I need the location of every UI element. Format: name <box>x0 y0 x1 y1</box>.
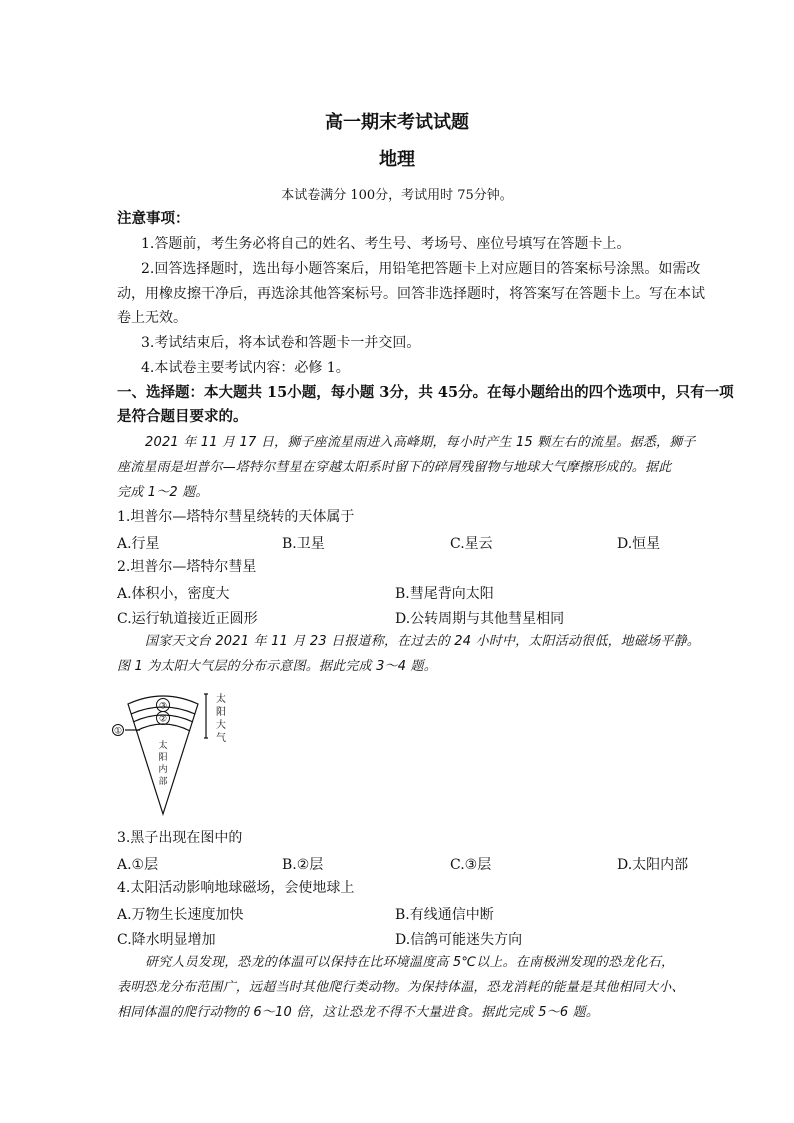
passage-3-line-c: 相同体温的爬行动物的 6～10 倍，这让恐龙不得不大量进食。据此完成 5～6 题。 <box>117 1005 600 1020</box>
section-1-heading-b: 是符合题目要求的。 <box>117 408 248 425</box>
section-1-heading-a: 一、选择题：本大题共 15小题，每小题 3分，共 45分。在每小题给出的四个选项中，只有一项 <box>117 384 734 401</box>
note-line-2a: 2.回答选择题时，选出每小题答案后，用铅笔把答题卡上对应题目的答案标号涂黑。如需改 <box>141 261 701 277</box>
q4-option-b: B.有线通信中断 <box>395 907 494 923</box>
question-2-options-row-1 <box>117 583 702 601</box>
question-1-stem: 1.坦普尔—塔特尔彗星绕转的天体属于 <box>117 509 355 525</box>
note-line-3: 3.考试结束后，将本试卷和答题卡一并交回。 <box>141 335 421 351</box>
passage-3-line-a: 研究人员发现，恐龙的体温可以保持在比环境温度高 5℃以上。在南极洲发现的恐龙化石， <box>145 955 675 970</box>
q1-option-b: B.卫星 <box>282 536 325 552</box>
layer-3-label: ③ <box>158 701 168 712</box>
solar-atmosphere-diagram <box>112 686 244 818</box>
question-1-options <box>117 533 702 551</box>
layer-1-label: ① <box>113 726 123 737</box>
passage-3-line-b: 表明恐龙分布范围广，远超当时其他爬行类动物。为保持体温，恐龙消耗的能量是其他相同大小、 <box>117 980 685 995</box>
atmosphere-label-char-1: 太 <box>216 694 226 705</box>
interior-label-char-3: 内 <box>158 765 168 775</box>
q4-option-a: A.万物生长速度加快 <box>117 907 244 923</box>
passage-1-line-a: 2021 年 11 月 17 日，狮子座流星雨进入高峰期，每小时产生 15 颗左右的流星。据悉，狮子 <box>145 435 696 450</box>
exam-info: 本试卷满分 100分，考试用时 75分钟。 <box>281 188 513 203</box>
note-line-2b: 动，用橡皮擦干净后，再选涂其他答案标号。回答非选择题时，将答案写在答题卡上。写在本试 <box>117 286 705 302</box>
question-3-options <box>117 854 702 872</box>
subject-title: 地理 <box>379 149 415 170</box>
q4-option-d: D.信鸽可能迷失方向 <box>395 932 523 948</box>
question-4-options-row-1 <box>117 904 702 922</box>
question-2-stem: 2.坦普尔—塔特尔彗星 <box>117 559 257 575</box>
q2-option-a: A.体积小，密度大 <box>117 586 230 602</box>
atmosphere-label-char-4: 气 <box>216 733 226 744</box>
q2-option-c: C.运行轨道接近正圆形 <box>117 611 258 627</box>
q3-option-b: B.②层 <box>282 857 324 873</box>
q3-option-a: A.①层 <box>117 857 159 873</box>
passage-1-line-b: 座流星雨是坦普尔—塔特尔彗星在穿越太阳系时留下的碎屑残留物与地球大气摩擦形成的。据此 <box>117 460 672 475</box>
atmosphere-bracket <box>204 694 208 738</box>
q3-option-c: C.③层 <box>450 857 492 873</box>
q3-option-d: D.太阳内部 <box>617 857 689 873</box>
q1-option-d: D.恒星 <box>617 536 661 552</box>
passage-2-line-a: 国家天文台 2021 年 11 月 23 日报道称，在过去的 24 小时中，太阳活动很低，地磁场平静。 <box>145 634 700 649</box>
q2-option-d: D.公转周期与其他彗星相同 <box>395 611 565 627</box>
passage-1-line-c: 完成 1～2 题。 <box>117 485 209 500</box>
question-4-stem: 4.太阳活动影响地球磁场，会使地球上 <box>117 880 355 896</box>
q2-option-b: B.彗尾背向太阳 <box>395 586 494 602</box>
interior-label-char-4: 部 <box>158 777 168 787</box>
note-line-4: 4.本试卷主要考试内容：必修 1。 <box>141 360 350 376</box>
interior-label-char-1: 太 <box>158 741 168 751</box>
notes-heading: 注意事项： <box>117 210 190 227</box>
atmosphere-label-char-2: 阳 <box>216 707 226 718</box>
interior-label-char-2: 阳 <box>158 753 168 763</box>
note-line-2c: 卷上无效。 <box>117 310 187 326</box>
q1-option-a: A.行星 <box>117 536 160 552</box>
passage-2-line-b: 图 1 为太阳大气层的分布示意图。据此完成 3～4 题。 <box>117 659 437 674</box>
layer-2-label: ② <box>158 714 168 725</box>
q1-option-c: C.星云 <box>450 536 493 552</box>
note-line-1: 1.答题前，考生务必将自己的姓名、考生号、考场号、座位号填写在答题卡上。 <box>141 236 631 252</box>
layer-boundary-inner <box>136 724 190 731</box>
question-4-options-row-2 <box>117 929 702 947</box>
q4-option-c: C.降水明显增加 <box>117 932 216 948</box>
exam-title: 高一期末考试试题 <box>325 112 469 133</box>
question-2-options-row-2 <box>117 608 702 626</box>
atmosphere-label-char-3: 大 <box>216 720 226 731</box>
question-3-stem: 3.黑子出现在图中的 <box>117 830 243 846</box>
